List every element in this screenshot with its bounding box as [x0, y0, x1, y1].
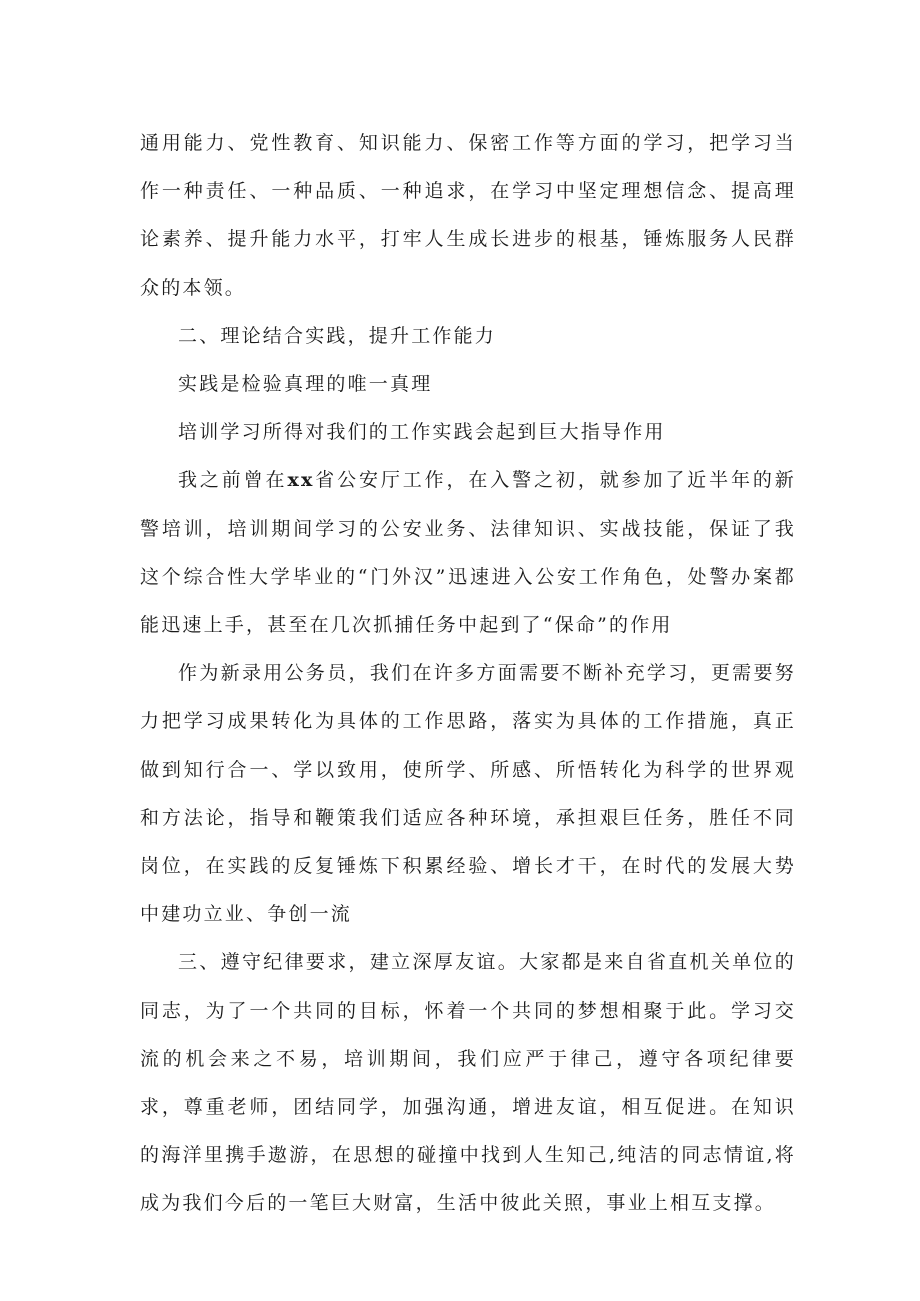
paragraph-police-experience-rest: 省公安厅工作，在入警之初，就参加了近半年的新警培训，培训期间学习的公安业务、法律知识、实战技能，保证了我这个综合性大学毕业的“门外汉”迅速进入公安工作角色，处警办案都能迅速上手，甚至在几次抓捕任务中起到了“保命”的作用 [140, 469, 796, 637]
paragraph-practice: 实践是检验真理的唯一真理 [178, 373, 433, 396]
section-heading-3-paragraph: 三、遵守纪律要求，建立深厚友谊。大家都是来自省直机关单位的同志，为了一个共同的目标，怀着一个共同的梦想相聚于此。学习交流的机会来之不易，培训期间，我们应严于律己，遵守各项纪律要求，尊重老师，团结同学，加强沟通，增进友谊，相互促进。在知识的海洋里携手遨游，在思想的碰撞中找到人生知己,纯洁的同志情谊,将成为我们今后的一笔巨大财富，生活中彼此关照，事业上相互支撑。 [140, 951, 796, 1215]
paragraph-police-experience [140, 456, 796, 649]
province-placeholder: xx [287, 469, 315, 492]
section-heading-2: 二、理论结合实践，提升工作能力 [178, 324, 497, 347]
paragraph-continuation: 通用能力、党性教育、知识能力、保密工作等方面的学习，把学习当作一种责任、一种品质、一种追求，在学习中坚定理想信念、提高理论素养、提升能力水平，打牢人生成长进步的根基，锤炼服务人民群众的本领。 [140, 132, 796, 299]
paragraph-training-guidance: 培训学习所得对我们的工作实践会起到巨大指导作用 [178, 421, 666, 444]
paragraph-new-civil-servant: 作为新录用公务员，我们在许多方面需要不断补充学习，更需要努力把学习成果转化为具体的工作思路，落实为具体的工作措施，真正做到知行合一、学以致用，使所学、所感、所悟转化为科学的世界观和方法论，指导和鞭策我们适应各种环境，承担艰巨任务，胜任不同岗位，在实践的反复锤炼下积累经验、增长才干，在时代的发展大势中建功立业、争创一流 [140, 662, 796, 926]
paragraph-police-experience-start: 我之前曾在 [178, 469, 288, 492]
document-body [140, 119, 796, 1228]
